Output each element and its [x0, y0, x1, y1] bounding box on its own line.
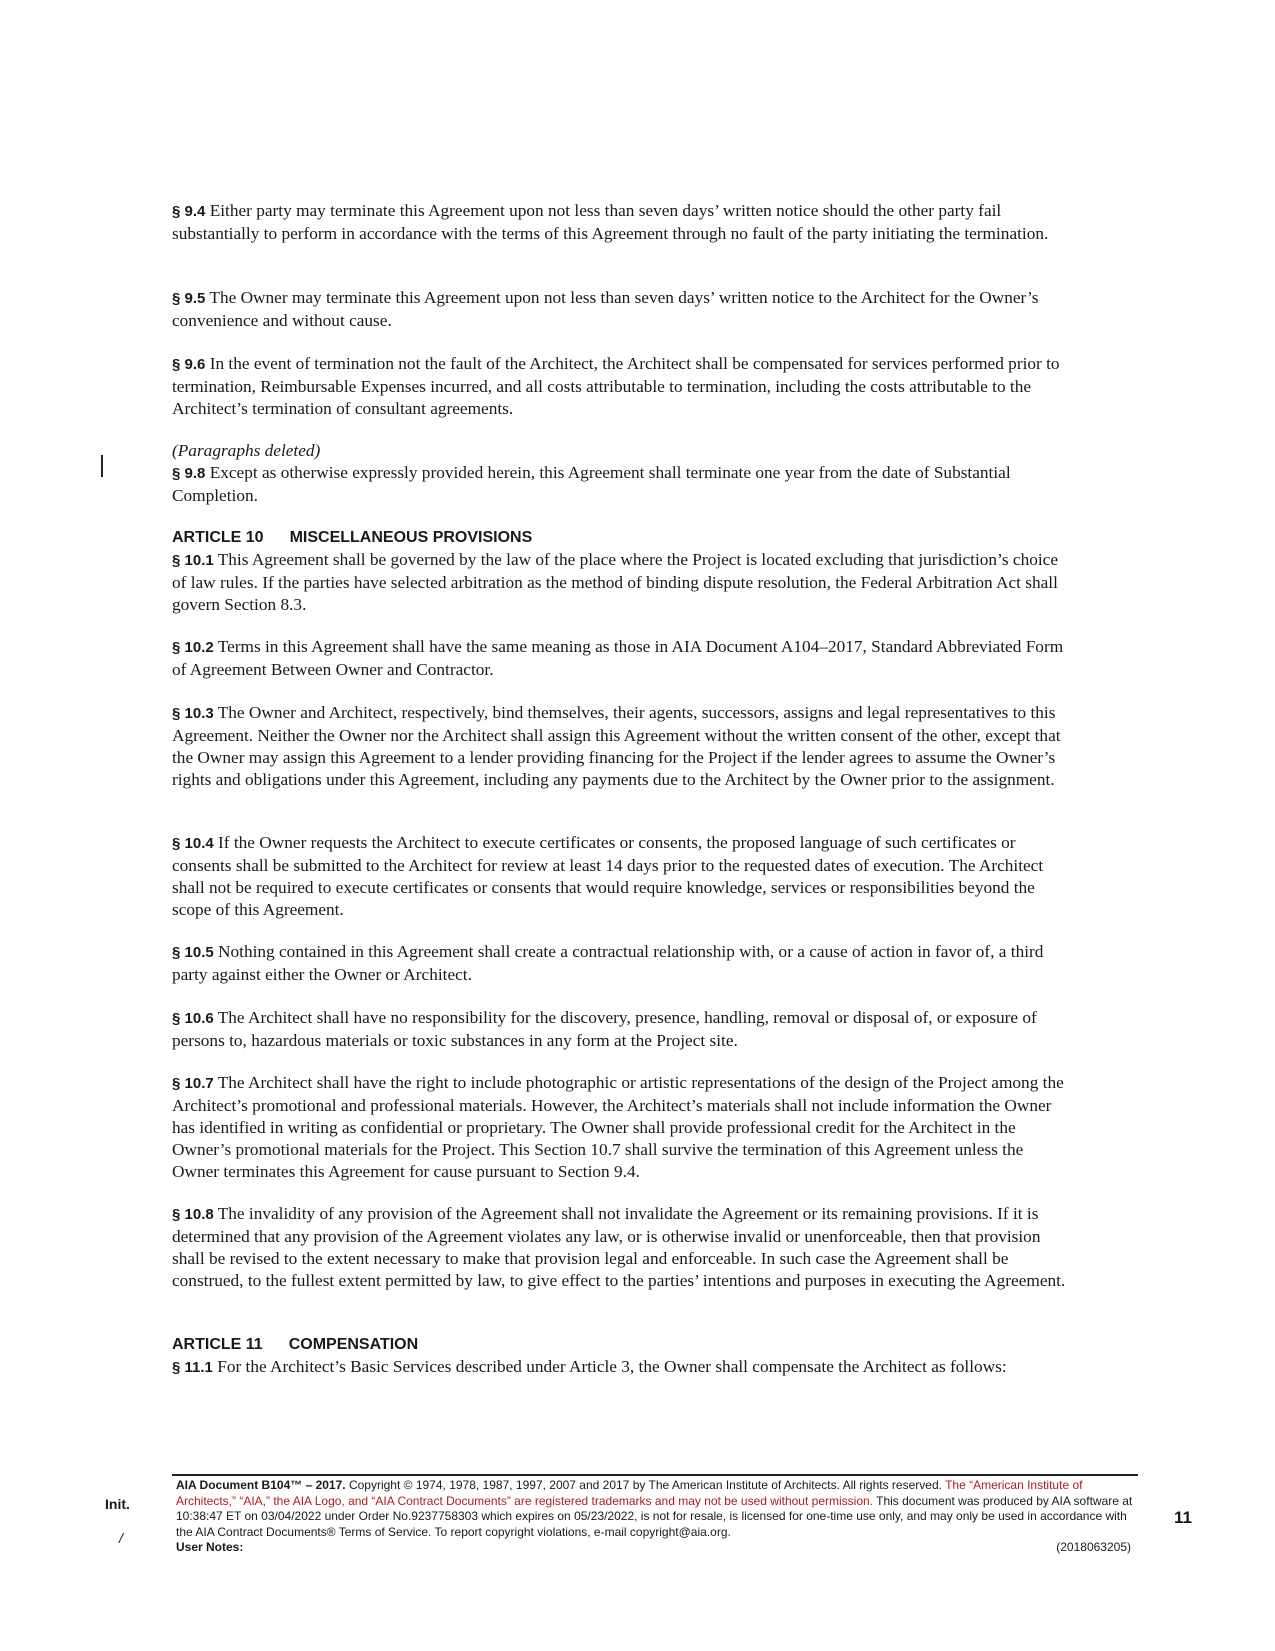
section-text: Terms in this Agreement shall have the same meaning as those in AIA Document A104–2017, Standard Abbreviated Form of Agreement Between Owner and Contractor.: [172, 637, 1064, 679]
article-number: ARTICLE 10: [172, 529, 264, 546]
section-number: § 10.1: [172, 552, 214, 569]
section-9-8: [172, 462, 1067, 507]
section-text: Either party may terminate this Agreement upon not less than seven days’ written notice should the other party fail substantially to perform in accordance with the terms of this Agreement through no fault of the party initiating the termination.: [172, 201, 1049, 243]
section-text: Nothing contained in this Agreement shall create a contractual relationship with, or a cause of action in favor of, a third party against either the Owner or Architect.: [172, 942, 1044, 984]
article-10-heading: [172, 529, 558, 547]
section-10-6: [172, 1007, 1067, 1052]
section-number: § 10.5: [172, 944, 214, 961]
section-number: § 9.6: [172, 356, 206, 373]
section-text: In the event of termination not the fault of the Architect, the Architect shall be compensated for services performed prior to termination, Reimbursable Expenses incurred, and all costs attributable to termination, including the costs attributable to the Architect’s termination of consultant agreements.: [172, 354, 1060, 418]
section-number: § 9.8: [172, 465, 206, 482]
section-text: The Owner may terminate this Agreement upon not less than seven days’ written notice to the Architect for the Owner’s convenience and without cause.: [172, 288, 1039, 330]
paragraphs-deleted-note: (Paragraphs deleted): [172, 441, 321, 460]
article-number: ARTICLE 11: [172, 1336, 263, 1353]
section-number: § 9.5: [172, 290, 206, 307]
page-number: 11: [1174, 1508, 1192, 1527]
section-10-1: [172, 549, 1067, 616]
section-number: § 10.8: [172, 1206, 214, 1223]
section-number: § 10.3: [172, 705, 214, 722]
section-number: § 9.4: [172, 203, 206, 220]
section-text: The Architect shall have no responsibility for the discovery, presence, handling, removal or disposal of, or exposure of persons to, hazardous materials or toxic substances in any form at the Project site.: [172, 1008, 1037, 1050]
section-10-3: [172, 702, 1067, 791]
section-10-5: [172, 941, 1067, 986]
article-11-heading: [172, 1336, 444, 1354]
section-number: § 10.6: [172, 1010, 214, 1027]
revision-bar: [101, 455, 103, 477]
section-9-6: [172, 353, 1067, 420]
initials-label: Init.: [105, 1496, 130, 1512]
section-text: The Owner and Architect, respectively, bind themselves, their agents, successors, assigns and legal representatives to this Agreement. Neither the Owner nor the Architect shall assign this Agreement without the written consent of the other, except that the Owner may assign this Agreement to a lender providing financing for the Project if the lender agrees to assume the Owner’s rights and obligations under this Agreement, including any payments due to the Architect by the Owner prior to the assignment.: [172, 703, 1061, 789]
user-notes-label: User Notes:: [176, 1540, 244, 1554]
license-text: This document was produced by AIA software at 10:38:47 ET on 03/04/2022 under Order No.9237758303 which expires on 05/23/2022, is not for resale, is licensed for one-time use only, and may only be used in accordance with the AIA Contract Documents® Terms of Service. To report copyright violations, e-mail copyright@aia.org.: [176, 1493, 1133, 1539]
document-id: AIA Document B104™ – 2017.: [176, 1478, 346, 1492]
initials-slash: /: [119, 1530, 123, 1546]
section-9-4: [172, 200, 1067, 245]
section-10-8: [172, 1203, 1067, 1292]
section-number: § 10.4: [172, 835, 214, 852]
article-title: MISCELLANEOUS PROVISIONS: [289, 529, 533, 546]
section-text: This Agreement shall be governed by the law of the place where the Project is located excluding that jurisdiction’s choice of law rules. If the parties have selected arbitration as the method of binding dispute resolution, the Federal Arbitration Act shall govern Section 8.3.: [172, 550, 1059, 614]
section-text: The invalidity of any provision of the Agreement shall not invalidate the Agreement or its remaining provisions. If it is determined that any provision of the Agreement violates any law, or is otherwise invalid or unenforceable, then that provision shall be revised to the extent necessary to make that provision legal and enforceable. In such case the Agreement shall be construed, to the fullest extent permitted by law, to give effect to the parties’ intentions and purposes in executing the Agreement.: [172, 1204, 1066, 1290]
section-text: For the Architect’s Basic Services described under Article 3, the Owner shall compensate the Architect as follows:: [212, 1357, 1007, 1376]
section-number: § 10.7: [172, 1075, 214, 1092]
article-title: COMPENSATION: [288, 1336, 419, 1353]
document-code: (2018063205): [1056, 1540, 1131, 1554]
user-notes-row: [176, 1540, 1131, 1556]
section-10-7: [172, 1072, 1067, 1183]
section-10-2: [172, 636, 1067, 681]
section-9-5: [172, 287, 1067, 332]
trademark-text: The “American Institute of Architects,” “AIA,” the AIA Logo, and “AIA Contract Documents” are registered trademarks and may not be used without permission.: [176, 1478, 1083, 1508]
section-number: § 11.1: [172, 1359, 213, 1376]
copyright-text: Copyright © 1974, 1978, 1987, 1997, 2007 and 2017 by The American Institute of Architects. All rights reserved.: [345, 1478, 946, 1492]
section-number: § 10.2: [172, 639, 214, 656]
section-text: If the Owner requests the Architect to execute certificates or consents, the proposed language of such certificates or consents shall be submitted to the Architect for review at least 14 days prior to the requested dates of execution. The Architect shall not be required to execute certificates or consents that would require knowledge, services or responsibilities beyond the scope of this Agreement.: [172, 833, 1044, 919]
section-11-1: [172, 1356, 1067, 1379]
section-text: Except as otherwise expressly provided herein, this Agreement shall terminate one year from the date of Substantial Completion.: [172, 463, 1011, 505]
section-10-4: [172, 832, 1067, 921]
footer-rule: [172, 1474, 1138, 1476]
footer-notice: [176, 1478, 1136, 1556]
section-text: The Architect shall have the right to include photographic or artistic representations of the design of the Project among the Architect’s promotional and professional materials. However, the Architect’s materials shall not include information the Owner has identified in writing as confidential or proprietary. The Owner shall provide professional credit for the Architect in the Owner’s promotional materials for the Project. This Section 10.7 shall survive the termination of this Agreement unless the Owner terminates this Agreement for cause pursuant to Section 9.4.: [172, 1073, 1064, 1181]
